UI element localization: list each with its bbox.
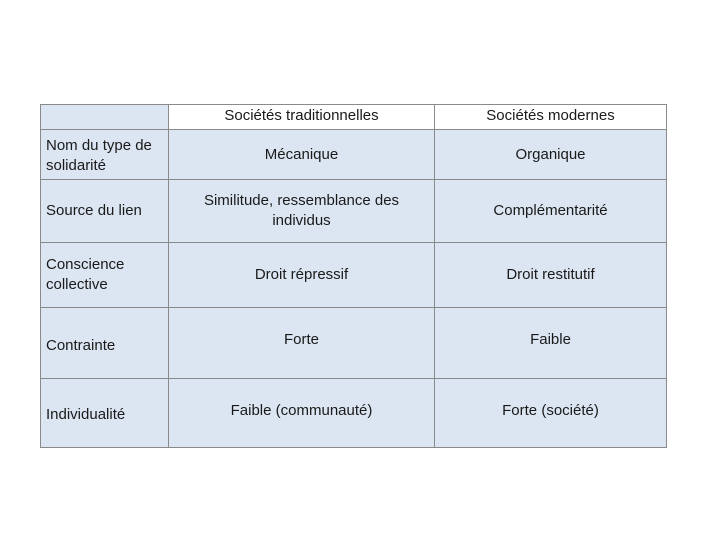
row-label: Conscience collective: [41, 243, 169, 308]
modern-cell: Forte (société): [435, 379, 667, 448]
table-row: [41, 130, 667, 180]
table-row: [41, 308, 667, 379]
traditional-cell: Faible (communauté): [169, 379, 435, 448]
row-label: Source du lien: [41, 180, 169, 243]
traditional-cell: Droit répressif: [169, 243, 435, 308]
comparison-table: [40, 104, 667, 448]
row-label: Nom du type de solidarité: [41, 130, 169, 180]
modern-cell: Organique: [435, 130, 667, 180]
traditional-cell: Similitude, ressemblance des individus: [169, 180, 435, 243]
header-corner-cell: [41, 105, 169, 130]
table-row: [41, 379, 667, 448]
header-traditional-societies: Sociétés traditionnelles: [169, 105, 435, 130]
table-header-row: [41, 105, 667, 130]
traditional-cell: Forte: [169, 308, 435, 379]
modern-cell: Complémentarité: [435, 180, 667, 243]
modern-cell: Droit restitutif: [435, 243, 667, 308]
row-label: Individualité: [41, 379, 169, 448]
traditional-cell: Mécanique: [169, 130, 435, 180]
table-row: [41, 180, 667, 243]
modern-cell: Faible: [435, 308, 667, 379]
header-modern-societies: Sociétés modernes: [435, 105, 667, 130]
table-row: [41, 243, 667, 308]
row-label: Contrainte: [41, 308, 169, 379]
